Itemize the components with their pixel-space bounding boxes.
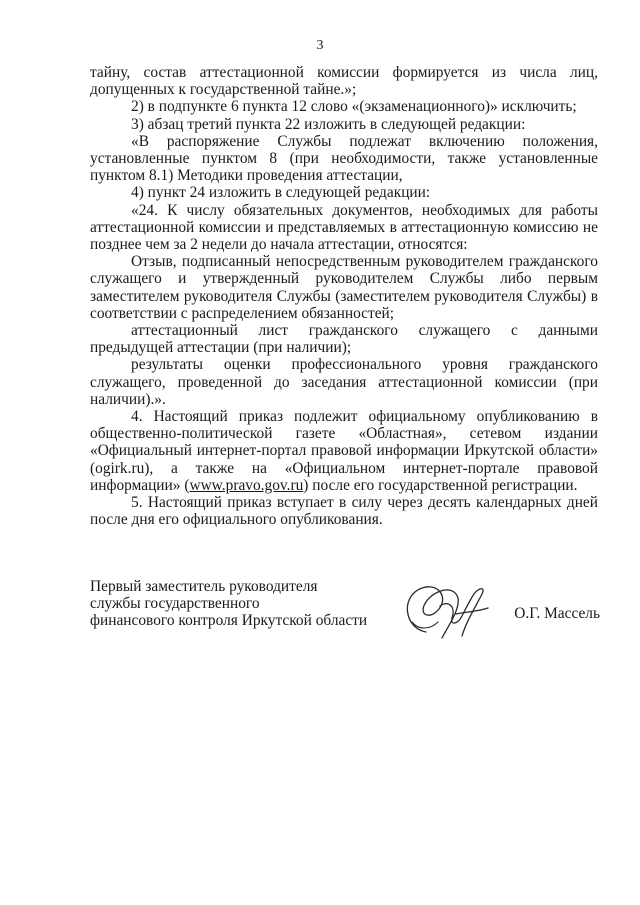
paragraph-quote-24: «24. К числу обязательных документов, необходимых для работы аттестационной комиссии и представляемых в аттестационную комиссию не позднее чем за 2 недели до начала аттестации, относятся:	[90, 201, 598, 254]
paragraph-continuation: тайну, состав аттестационной комиссии формируется из числа лиц, допущенных к государственной тайне.»;	[90, 64, 598, 99]
paragraph-assessment-results: результаты оценки профессионального уровня гражданского служащего, проведенной до заседания аттестационной комиссии (при наличии).».	[90, 356, 598, 408]
signer-title	[90, 578, 367, 630]
signer-title-line-1: Первый заместитель руководителя	[90, 578, 318, 595]
paragraph-quote-22: «В распоряжение Службы подлежат включению положения, установленные пунктом 8 (при необходимости, также установленные пунктом 8.1) Методики проведения аттестации,	[90, 132, 598, 185]
signature-block	[90, 578, 600, 658]
paragraph-review: Отзыв, подписанный непосредственным руководителем гражданского служащего и утвержденный руководителем Службы либо первым заместителем руководителя Службы (заместителем руководителя Службы) в соответствии с распределением обязанностей;	[90, 253, 598, 322]
handwritten-signature-icon	[396, 578, 492, 648]
paragraph-item-4: 4) пункт 24 изложить в следующей редакции:	[131, 184, 431, 202]
paragraph-item-3: 3) абзац третий пункта 22 изложить в следующей редакции:	[131, 115, 526, 133]
document-body	[90, 64, 598, 528]
paragraph-attestation-sheet: аттестационный лист гражданского служащего с данными предыдущей аттестации (при наличии);	[90, 322, 598, 357]
publication-text-end: ) после его государственной регистрации.	[303, 476, 578, 494]
paragraph-publication	[90, 408, 598, 494]
paragraph-item-2: 2) в подпункте 6 пункта 12 слово «(экзаменационного)» исключить;	[131, 98, 577, 116]
signer-title-line-2: службы государственного	[90, 595, 260, 613]
paragraph-effective-date: 5. Настоящий приказ вступает в силу через десять календарных дней после дня его официального опубликования.	[90, 494, 598, 529]
signer-title-line-3: финансового контроля Иркутской области	[90, 612, 368, 630]
pravo-link[interactable]: www.pravo.gov.ru	[189, 476, 304, 494]
signer-name: О.Г. Массель	[514, 605, 600, 622]
publication-text-start: 4. Настоящий приказ подлежит официальному опубликованию в общественно-политической газете «Областная», сетевом издании «Официальный интернет-портал правовой информации Иркутской области» (ogirk.ru), а также на «Официальном интернет-портале правовой информации» (	[90, 408, 598, 494]
page-number: 3	[316, 38, 324, 53]
